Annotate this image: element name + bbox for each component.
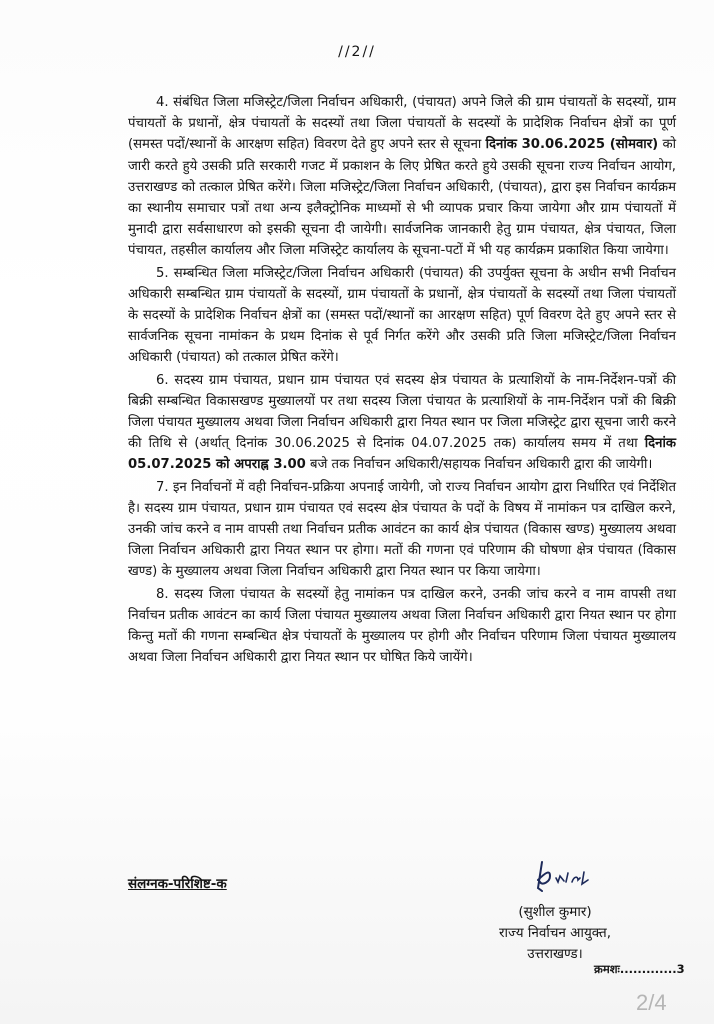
paragraph-8 bbox=[128, 584, 676, 669]
paragraph-4-text-2: को जारी करते हुये उसकी प्रति सरकारी गजट में प्रकाशन के लिए प्रेषित करते हुये उसकी सूचना राज्य निर्वाचन आयोग, उत्तराखण्ड को तत्काल प्रेषित करेंगे। जिला मजिस्ट्रेट/जिला निर्वाचन अधिकारी, (पंचायत), द्वारा इस निर्वाचन कार्यक्रम का स्थानीय समाचार पत्रों तथा अन्य इलैक्ट्रोनिक माध्यमों से भी व्यापक प्रचार किया जायेगा और ग्राम पंचायतों में मुनादी द्वारा सर्वसाधारण को इसकी सूचना दी जायेगी। सार्वजनिक जानकारी हेतु ग्राम पंचायत, क्षेत्र पंचायत, जिला पंचायत, तहसील कार्यालय और जिला मजिस्ट्रेट कार्यालय के सूचना-पटों में भी यह कार्यक्रम प्रकाशित किया जायेगा। bbox=[128, 137, 676, 259]
paragraph-6-text-1: 6. सदस्य ग्राम पंचायत, प्रधान ग्राम पंचायत एवं सदस्य क्षेत्र पंचायत के प्रत्याशियों के नाम-निर्देशन-पत्रों की बिक्री सम्बन्धित विकासखण्ड मुख्यालयों पर तथा सदस्य जिला पंचायत के प्रत्याशियों के नाम-निर्देशन पत्रों की बिक्री जिला पंचायत मुख्यालय अथवा जिला निर्वाचन अधिकारी द्वारा नियत स्थान पर जिला मजिस्ट्रेट द्वारा सूचना जारी करने की तिथि से (अर्थात् दिनांक 30.06.2025 से दिनांक 04.07.2025 तक) कार्यालय समय में तथा bbox=[128, 372, 676, 452]
paragraph-4-date-highlight: दिनांक 30.06.2025 (सोमवार) bbox=[485, 137, 659, 153]
paragraph-8-text: 8. सदस्य जिला पंचायत के सदस्यों हेतु नामांकन पत्र दाखिल करने, उनकी जांच करने व नाम वापसी तथा निर्वाचन प्रतीक आवंटन का कार्य जिला पंचायत मुख्यालय अथवा जिला निर्वाचन अधिकारी द्वारा नियत स्थान पर होगा किन्तु मतों की गणना सम्बन्धित क्षेत्र पंचायतों के मुख्यालय पर होगी और निर्वाचन परिणाम जिला पंचायत मुख्यालय अथवा जिला निर्वाचन अधिकारी द्वारा नियत स्थान पर घोषित किये जायेंगे। bbox=[128, 586, 676, 666]
paragraph-5-text: 5. सम्बन्धित जिला मजिस्ट्रेट/जिला निर्वाचन अधिकारी (पंचायत) की उपर्युक्त सूचना के अधीन सभी निर्वाचन अधिकारी सम्बन्धित ग्राम पंचायतों के सदस्यों, ग्राम पंचायतों के प्रधानों, क्षेत्र पंचायतों के सदस्यों तथा जिला पंचायतों के सदस्यों के प्रादेशिक निर्वाचन क्षेत्रों का (समस्त पदों/स्थानों का आरक्षण सहित) पूर्ण विवरण देते हुए अपने स्तर से सार्वजनिक सूचना नामांकन के प्रथम दिनांक से पूर्व निर्गत करेंगे और उसकी प्रति जिला मजिस्ट्रेट/जिला निर्वाचन अधिकारी (पंचायत) को तत्काल प्रेषित करेंगे। bbox=[128, 265, 676, 366]
handwritten-signature bbox=[528, 858, 618, 898]
signatory-designation: राज्य निर्वाचन आयुक्त, bbox=[498, 925, 612, 941]
signatory-block bbox=[470, 902, 640, 965]
attachment-note: संलग्नक-परिशिष्ट-क bbox=[128, 876, 227, 892]
document-body bbox=[128, 92, 676, 669]
page-number: 2/4 bbox=[636, 990, 667, 1015]
signatory-name: (सुशील कुमार) bbox=[518, 904, 592, 920]
page-marker: //2// bbox=[338, 44, 376, 60]
paragraph-6-text-2: बजे तक निर्वाचन अधिकारी/सहायक निर्वाचन अधिकारी द्वारा की जायेगी। bbox=[305, 457, 653, 473]
paragraph-6 bbox=[128, 370, 676, 476]
continuation-note: क्रमशः.............3 bbox=[594, 962, 685, 976]
signatory-state: उत्तराखण्ड। bbox=[527, 946, 583, 962]
paragraph-4-text-1: 4. संबंधित जिला मजिस्ट्रेट/जिला निर्वाचन अधिकारी, (पंचायत) अपने जिले की ग्राम पंचायतों के सदस्यों, ग्राम पंचायतों के प्रधानों, क्षेत्र पंचायतों के सदस्यों तथा जिला पंचायतों के सदस्यों के प्रादेशिक निर्वाचन क्षेत्रों का पूर्ण (समस्त पदों/स्थानों के आरक्षण सहित) विवरण देते हुए अपने स्तर से सूचना bbox=[128, 95, 676, 153]
paragraph-7-text: 7. इन निर्वाचनों में वही निर्वाचन-प्रक्रिया अपनाई जायेगी, जो राज्य निर्वाचन आयोग द्वारा निर्धारित एवं निर्देशित है। सदस्य ग्राम पंचायत, प्रधान ग्राम पंचायत एवं सदस्य क्षेत्र पंचायत के पदों के विषय में नामांकन पत्र दाखिल करने, उनकी जांच करने व नाम वापसी तथा निर्वाचन प्रतीक आवंटन का कार्य क्षेत्र पंचायत (विकास खण्ड) मुख्यालय अथवा जिला निर्वाचन अधिकारी द्वारा नियत स्थान पर होगा। मतों की गणना एवं परिणाम की घोषणा क्षेत्र पंचायत (विकास खण्ड) के मुख्यालय अथवा जिला निर्वाचन अधिकारी द्वारा नियत स्थान पर किया जायेगा। bbox=[128, 479, 676, 580]
paragraph-7 bbox=[128, 477, 676, 583]
paragraph-5 bbox=[128, 263, 676, 369]
paragraph-4 bbox=[128, 92, 676, 262]
paragraph-6-date-highlight: दिनांक 05.07.2025 को अपराह्न 3.00 bbox=[128, 436, 676, 473]
